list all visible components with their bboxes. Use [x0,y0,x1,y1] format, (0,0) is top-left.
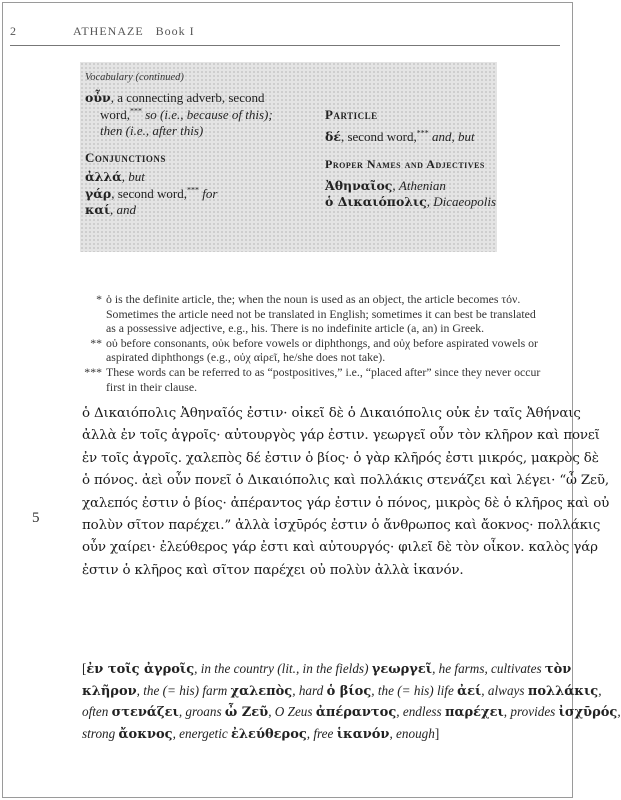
page-number: 2 [10,24,17,38]
gloss-term: ἄοκνος [118,726,173,742]
section-heading-conjunctions: Conjunctions [85,149,166,165]
gloss-def: , provides [503,704,559,720]
definition: , second word, [111,185,188,201]
gloss-term: χαλεπὸς [230,683,293,699]
definition: , but [121,169,145,184]
passage-line: ἀλλὰ ἐν τοῖς ἀγροῖς· αὐτουργὸς γάρ ἐστιν. γεωργεῖ οὖν τὸν κλῆρον καὶ πονεῖ [82,428,600,444]
gloss-term: στενάζει [111,705,179,721]
gloss-def: , the (= his) life [371,682,458,698]
gloss-def: , endless [396,704,445,720]
footnote-mark: ** [90,335,102,350]
gloss-def: , O Zeus [268,704,316,720]
bracket: ] [434,725,440,741]
gloss-def: , hard [292,682,327,698]
footnote-line: first in their clause. [106,379,198,394]
definition: , Athenian [392,177,446,193]
gloss-term: παρέχει [444,705,504,721]
footnote-line: aspirated diphthongs (e.g., οὐχ αἱρεῖ, he/she does not take). [106,350,386,365]
definition: word, [100,106,130,122]
glossary-line [82,681,602,703]
greek-word: ἀλλά [85,169,122,184]
gloss-term: γεωργεῖ [371,662,433,677]
vocab-entry-oun-cont [85,107,305,124]
footnote-marker: *** [187,185,200,195]
footnote-mark: *** [84,364,102,379]
footnote [82,336,547,365]
gloss-def: , enough [389,725,435,741]
gloss-def: often [82,704,112,720]
gloss-def: , in the country (lit., in the fields) [194,661,372,676]
gloss-term: ὦ Ζεῦ [224,705,269,721]
gloss-term: ἀπέραντος [315,705,397,721]
passage-line: ἐν τοῖς ἀγροῖς. χαλεπὸς δέ ἐστιν ὁ βίος· ὁ γὰρ κλῆρός ἐστι μικρός, μακρὸς δὲ [82,450,599,466]
gloss-def: strong [82,725,119,741]
definition: , Dicaeopolis [426,194,497,209]
gloss-term: ἐλεύθερος [231,726,307,742]
vocab-entry-dikaiopolis [325,194,500,211]
line-number: 5 [32,510,40,526]
footnote-line: ὁ is the definite article, the; when the noun is used as an object, the article becomes τόν. [106,292,521,306]
footnote-mark: * [96,292,102,306]
footnote [82,292,547,336]
vocab-entry-oun [85,90,305,107]
gloss-def: , the (= his) farm [136,682,231,698]
vocab-entry-kai [85,202,305,219]
footnote-line: as a possessive adjective, e.g., his. There is no indefinite article (a, an) in Greek. [106,321,485,336]
glossary-line [82,702,621,724]
vocab-entry-gar [85,186,305,203]
definition: so (i.e., because of this); [141,106,273,122]
vocabulary-left-column [85,90,305,219]
glossary-line [82,724,552,746]
footnote-line: Sometimes the article need not be translated in English; sometimes it can best be translated [106,306,536,321]
passage-line: πολὺν σῖτον παρέχει.” ἀλλὰ ἰσχῡρός ἐστιν ὁ ἄνθρωπος καὶ ἄοκνος· πολλάκις [82,518,601,534]
gloss-term: ἐν τοῖς ἀγροῖς [86,662,195,677]
gloss-term: ἱκανόν [336,726,390,742]
greek-word: οὖν [85,90,111,105]
footnote-line: These words can be referred to as “postpositives,” i.e., “placed after” since they never occur [106,364,541,379]
passage-line: ὁ Δικαιόπολις Ἀθηναῖός ἐστιν· οἰκεῖ δὲ ὁ Δικαιόπολις οὐκ ἐν ταῖς Ἀθήναις [82,406,581,421]
gloss-term: ἰσχῡρός [558,705,618,721]
gloss-def: , [598,682,602,698]
footnote-line: οὐ before consonants, οὐκ before vowels or diphthongs, and οὐχ before aspirated vowels or [106,335,538,350]
section-heading-particle: Particle [325,107,378,122]
definition: and, but [428,128,475,144]
gloss-def: , always [481,682,528,698]
vocabulary-heading: Vocabulary (continued) [85,72,184,83]
greek-word: δέ [325,128,341,144]
gloss-def: , he farms, cultivates [432,661,545,676]
footnote-marker: *** [416,128,429,138]
gloss-def: , [617,704,621,720]
passage-line: χαλεπός ἐστιν ὁ βίος· ἀπέραντος γάρ ἐστιν ὁ πόνος, μικρὸς δὲ ὁ κλῆρος καὶ οὐ [82,495,610,511]
vocab-entry-alla [85,169,305,186]
gloss-def: , free [306,725,337,741]
greek-word: Ἀθηναῖος [325,177,393,193]
gloss-def: , groans [178,704,225,720]
greek-word: γάρ [85,185,112,201]
passage-line: οὖν χαίρει· ἐλεύθερος γάρ ἐστι καὶ αὐτουργός· φιλεῖ δὲ τὸν οἶκον. καλὸς γάρ [82,540,598,556]
gloss-term: κλῆρον [82,683,137,699]
footnote [82,365,547,394]
definition: for [199,185,218,201]
gloss-term: ἀεί [457,683,482,699]
passage-line: ὁ πόνος. ἀεὶ οὖν πονεῖ ὁ Δικαιόπολις καὶ πολλάκις στενάζει καὶ λέγει· “ὦ Ζεῦ, [82,473,609,489]
vocab-entry-athenaios [325,178,500,195]
vocab-entry-de [325,129,500,146]
glossary-line [82,659,572,681]
gloss-term: πολλάκις [527,683,599,699]
vocab-entry-oun-cont2: then (i.e., after this) [100,123,204,138]
definition: , a connecting adverb, second [110,90,265,105]
gloss-term: ὁ βίος [326,683,372,699]
greek-passage [82,403,610,582]
book-title: ATHENAZE Book I [73,24,195,38]
greek-word: καί [85,202,111,217]
gloss-def: , energetic [172,725,232,741]
header-rule [10,45,560,46]
bracket: [ [82,661,87,676]
definition: , second word, [340,128,417,144]
section-heading-proper-names: Proper Names and Adjectives [325,157,485,171]
definition: , and [110,202,137,217]
passage-line: ἐστιν ὁ κλῆρος καὶ σῖτον παρέχει οὐ πολὺν ἀλλὰ ἱκανόν. [82,562,464,578]
greek-word: ὁ Δικαιόπολις [325,194,427,209]
footnotes [82,292,547,394]
gloss-term: τὸν [544,662,572,677]
vocabulary-right-column [325,107,500,211]
glossary [82,659,621,745]
footnote-marker: *** [129,106,142,116]
